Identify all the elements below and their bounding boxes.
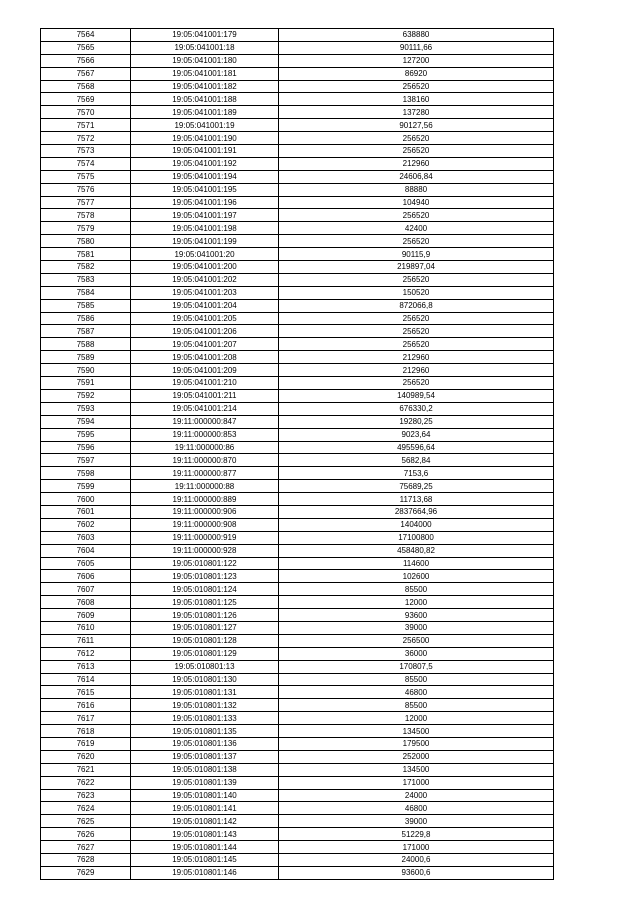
- cadastral-number-cell: 19:05:041001:18: [131, 41, 279, 54]
- row-number-cell: 7605: [41, 557, 131, 570]
- value-cell: 93600,6: [279, 866, 554, 879]
- row-number-cell: 7598: [41, 467, 131, 480]
- cadastral-number-cell: 19:05:010801:140: [131, 789, 279, 802]
- table-row: [41, 157, 554, 170]
- cadastral-number-cell: 19:05:010801:133: [131, 712, 279, 725]
- table-row: [41, 389, 554, 402]
- cadastral-number-cell: 19:11:000000:88: [131, 480, 279, 493]
- value-cell: 638880: [279, 29, 554, 42]
- cadastral-number-cell: 19:11:000000:889: [131, 493, 279, 506]
- row-number-cell: 7596: [41, 441, 131, 454]
- cadastral-number-cell: 19:05:041001:199: [131, 235, 279, 248]
- value-cell: 93600: [279, 609, 554, 622]
- value-cell: 138160: [279, 93, 554, 106]
- cadastral-number-cell: 19:05:041001:180: [131, 54, 279, 67]
- table-row: [41, 222, 554, 235]
- value-cell: 19280,25: [279, 415, 554, 428]
- cadastral-number-cell: 19:05:041001:203: [131, 286, 279, 299]
- cadastral-number-cell: 19:05:041001:209: [131, 364, 279, 377]
- row-number-cell: 7579: [41, 222, 131, 235]
- row-number-cell: 7566: [41, 54, 131, 67]
- table-row: [41, 467, 554, 480]
- cadastral-number-cell: 19:05:010801:132: [131, 699, 279, 712]
- table-row: [41, 712, 554, 725]
- cadastral-number-cell: 19:05:010801:143: [131, 828, 279, 841]
- row-number-cell: 7571: [41, 119, 131, 132]
- cadastral-number-cell: 19:05:010801:130: [131, 673, 279, 686]
- cadastral-number-cell: 19:05:041001:182: [131, 80, 279, 93]
- cadastral-number-cell: 19:05:010801:142: [131, 815, 279, 828]
- cadastral-number-cell: 19:05:041001:197: [131, 209, 279, 222]
- table-row: [41, 261, 554, 274]
- row-number-cell: 7587: [41, 325, 131, 338]
- cadastral-number-cell: 19:05:010801:125: [131, 596, 279, 609]
- row-number-cell: 7597: [41, 454, 131, 467]
- row-number-cell: 7589: [41, 351, 131, 364]
- cadastral-number-cell: 19:05:010801:128: [131, 634, 279, 647]
- value-cell: 88880: [279, 183, 554, 196]
- value-cell: 9023,64: [279, 428, 554, 441]
- table-row: [41, 660, 554, 673]
- row-number-cell: 7599: [41, 480, 131, 493]
- row-number-cell: 7615: [41, 686, 131, 699]
- value-cell: 85500: [279, 699, 554, 712]
- value-cell: 36000: [279, 647, 554, 660]
- value-cell: 212960: [279, 364, 554, 377]
- value-cell: 252000: [279, 750, 554, 763]
- cadastral-number-cell: 19:05:010801:139: [131, 776, 279, 789]
- table-row: [41, 145, 554, 158]
- row-number-cell: 7583: [41, 273, 131, 286]
- cadastral-number-cell: 19:05:010801:145: [131, 854, 279, 867]
- cadastral-number-cell: 19:05:041001:190: [131, 132, 279, 145]
- row-number-cell: 7577: [41, 196, 131, 209]
- row-number-cell: 7580: [41, 235, 131, 248]
- table-row: [41, 106, 554, 119]
- cadastral-number-cell: 19:05:041001:210: [131, 377, 279, 390]
- table-row: [41, 441, 554, 454]
- value-cell: 256520: [279, 145, 554, 158]
- cadastral-number-cell: 19:05:041001:192: [131, 157, 279, 170]
- value-cell: 256520: [279, 235, 554, 248]
- value-cell: 212960: [279, 351, 554, 364]
- table-row: [41, 841, 554, 854]
- value-cell: 171000: [279, 776, 554, 789]
- cadastral-number-cell: 19:05:041001:200: [131, 261, 279, 274]
- table-row: [41, 54, 554, 67]
- row-number-cell: 7614: [41, 673, 131, 686]
- row-number-cell: 7612: [41, 647, 131, 660]
- value-cell: 256520: [279, 338, 554, 351]
- cadastral-number-cell: 19:05:010801:136: [131, 737, 279, 750]
- table-row: [41, 634, 554, 647]
- value-cell: 24000,6: [279, 854, 554, 867]
- row-number-cell: 7609: [41, 609, 131, 622]
- cadastral-number-cell: 19:05:041001:181: [131, 67, 279, 80]
- value-cell: 39000: [279, 815, 554, 828]
- table-row: [41, 364, 554, 377]
- row-number-cell: 7604: [41, 544, 131, 557]
- table-row: [41, 518, 554, 531]
- table-row: [41, 750, 554, 763]
- cadastral-number-cell: 19:05:010801:144: [131, 841, 279, 854]
- cadastral-number-cell: 19:05:010801:13: [131, 660, 279, 673]
- value-cell: 134500: [279, 763, 554, 776]
- row-number-cell: 7600: [41, 493, 131, 506]
- value-cell: 256520: [279, 132, 554, 145]
- table-row: [41, 802, 554, 815]
- value-cell: 256520: [279, 209, 554, 222]
- table-row: [41, 415, 554, 428]
- table-row: [41, 29, 554, 42]
- row-number-cell: 7592: [41, 389, 131, 402]
- table-row: [41, 67, 554, 80]
- cadastral-number-cell: 19:05:010801:146: [131, 866, 279, 879]
- table-row: [41, 351, 554, 364]
- value-cell: 85500: [279, 583, 554, 596]
- cadastral-number-cell: 19:05:041001:202: [131, 273, 279, 286]
- table-row: [41, 93, 554, 106]
- cadastral-number-cell: 19:11:000000:928: [131, 544, 279, 557]
- table-row: [41, 673, 554, 686]
- value-cell: 134500: [279, 725, 554, 738]
- cadastral-number-cell: 19:05:010801:138: [131, 763, 279, 776]
- cadastral-number-cell: 19:05:041001:207: [131, 338, 279, 351]
- row-number-cell: 7623: [41, 789, 131, 802]
- row-number-cell: 7594: [41, 415, 131, 428]
- table-row: [41, 273, 554, 286]
- table-row: [41, 325, 554, 338]
- cadastral-number-cell: 19:05:010801:137: [131, 750, 279, 763]
- cadastral-number-cell: 19:05:041001:179: [131, 29, 279, 42]
- row-number-cell: 7620: [41, 750, 131, 763]
- table-row: [41, 299, 554, 312]
- row-number-cell: 7591: [41, 377, 131, 390]
- cadastral-number-cell: 19:05:041001:19: [131, 119, 279, 132]
- table-row: [41, 583, 554, 596]
- value-cell: 458480,82: [279, 544, 554, 557]
- table-row: [41, 235, 554, 248]
- row-number-cell: 7565: [41, 41, 131, 54]
- row-number-cell: 7619: [41, 737, 131, 750]
- cadastral-number-cell: 19:05:010801:126: [131, 609, 279, 622]
- row-number-cell: 7584: [41, 286, 131, 299]
- value-cell: 12000: [279, 712, 554, 725]
- table-row: [41, 170, 554, 183]
- table-row: [41, 737, 554, 750]
- value-cell: 676330,2: [279, 402, 554, 415]
- table-row: [41, 454, 554, 467]
- table-row: [41, 505, 554, 518]
- row-number-cell: 7595: [41, 428, 131, 441]
- value-cell: 212960: [279, 157, 554, 170]
- value-cell: 170807,5: [279, 660, 554, 673]
- row-number-cell: 7578: [41, 209, 131, 222]
- row-number-cell: 7626: [41, 828, 131, 841]
- row-number-cell: 7568: [41, 80, 131, 93]
- row-number-cell: 7613: [41, 660, 131, 673]
- table-row: [41, 557, 554, 570]
- table-row: [41, 402, 554, 415]
- row-number-cell: 7573: [41, 145, 131, 158]
- value-cell: 495596,64: [279, 441, 554, 454]
- value-cell: 24606,84: [279, 170, 554, 183]
- cadastral-number-cell: 19:05:010801:124: [131, 583, 279, 596]
- value-cell: 219897,04: [279, 261, 554, 274]
- row-number-cell: 7567: [41, 67, 131, 80]
- cadastral-number-cell: 19:11:000000:86: [131, 441, 279, 454]
- cadastral-number-cell: 19:11:000000:847: [131, 415, 279, 428]
- table-row: [41, 377, 554, 390]
- cadastral-number-cell: 19:05:041001:198: [131, 222, 279, 235]
- value-cell: 39000: [279, 621, 554, 634]
- row-number-cell: 7616: [41, 699, 131, 712]
- value-cell: 90115,9: [279, 248, 554, 261]
- row-number-cell: 7581: [41, 248, 131, 261]
- table-row: [41, 531, 554, 544]
- value-cell: 51229,8: [279, 828, 554, 841]
- row-number-cell: 7611: [41, 634, 131, 647]
- table-row: [41, 621, 554, 634]
- value-cell: 42400: [279, 222, 554, 235]
- table-row: [41, 699, 554, 712]
- value-cell: 872066,8: [279, 299, 554, 312]
- value-cell: 150520: [279, 286, 554, 299]
- table-row: [41, 196, 554, 209]
- table-row: [41, 119, 554, 132]
- row-number-cell: 7610: [41, 621, 131, 634]
- value-cell: 256520: [279, 273, 554, 286]
- table-row: [41, 854, 554, 867]
- cadastral-number-cell: 19:05:041001:204: [131, 299, 279, 312]
- row-number-cell: 7582: [41, 261, 131, 274]
- row-number-cell: 7608: [41, 596, 131, 609]
- value-cell: 46800: [279, 686, 554, 699]
- cadastral-number-cell: 19:05:041001:206: [131, 325, 279, 338]
- cadastral-number-cell: 19:11:000000:877: [131, 467, 279, 480]
- cadastral-number-cell: 19:05:041001:195: [131, 183, 279, 196]
- value-cell: 256500: [279, 634, 554, 647]
- value-cell: 7153,6: [279, 467, 554, 480]
- table-row: [41, 132, 554, 145]
- cadastral-number-cell: 19:05:041001:214: [131, 402, 279, 415]
- table-row: [41, 80, 554, 93]
- table-row: [41, 725, 554, 738]
- table-body: [41, 29, 554, 880]
- value-cell: 46800: [279, 802, 554, 815]
- row-number-cell: 7618: [41, 725, 131, 738]
- row-number-cell: 7624: [41, 802, 131, 815]
- value-cell: 86920: [279, 67, 554, 80]
- cadastral-number-cell: 19:11:000000:908: [131, 518, 279, 531]
- table-row: [41, 570, 554, 583]
- table-row: [41, 428, 554, 441]
- cadastral-number-cell: 19:05:010801:131: [131, 686, 279, 699]
- value-cell: 114600: [279, 557, 554, 570]
- row-number-cell: 7575: [41, 170, 131, 183]
- table-row: [41, 338, 554, 351]
- value-cell: 140989,54: [279, 389, 554, 402]
- value-cell: 11713,68: [279, 493, 554, 506]
- value-cell: 90111,66: [279, 41, 554, 54]
- row-number-cell: 7627: [41, 841, 131, 854]
- row-number-cell: 7572: [41, 132, 131, 145]
- row-number-cell: 7625: [41, 815, 131, 828]
- value-cell: 256520: [279, 325, 554, 338]
- row-number-cell: 7574: [41, 157, 131, 170]
- row-number-cell: 7585: [41, 299, 131, 312]
- cadastral-number-cell: 19:11:000000:853: [131, 428, 279, 441]
- row-number-cell: 7586: [41, 312, 131, 325]
- value-cell: 171000: [279, 841, 554, 854]
- row-number-cell: 7588: [41, 338, 131, 351]
- table-row: [41, 866, 554, 879]
- table-row: [41, 763, 554, 776]
- table-row: [41, 209, 554, 222]
- cadastral-number-cell: 19:05:041001:196: [131, 196, 279, 209]
- row-number-cell: 7570: [41, 106, 131, 119]
- cadastral-number-cell: 19:05:041001:194: [131, 170, 279, 183]
- cadastral-value-table: [40, 28, 554, 880]
- table-row: [41, 596, 554, 609]
- table-row: [41, 789, 554, 802]
- value-cell: 102600: [279, 570, 554, 583]
- cadastral-number-cell: 19:05:041001:205: [131, 312, 279, 325]
- cadastral-number-cell: 19:05:041001:189: [131, 106, 279, 119]
- row-number-cell: 7617: [41, 712, 131, 725]
- cadastral-number-cell: 19:05:041001:208: [131, 351, 279, 364]
- table-row: [41, 493, 554, 506]
- row-number-cell: 7621: [41, 763, 131, 776]
- value-cell: 1404000: [279, 518, 554, 531]
- value-cell: 75689,25: [279, 480, 554, 493]
- value-cell: 127200: [279, 54, 554, 67]
- row-number-cell: 7629: [41, 866, 131, 879]
- table-row: [41, 480, 554, 493]
- cadastral-number-cell: 19:05:010801:123: [131, 570, 279, 583]
- row-number-cell: 7569: [41, 93, 131, 106]
- table-row: [41, 312, 554, 325]
- row-number-cell: 7576: [41, 183, 131, 196]
- table-row: [41, 776, 554, 789]
- row-number-cell: 7593: [41, 402, 131, 415]
- table-row: [41, 828, 554, 841]
- value-cell: 90127,56: [279, 119, 554, 132]
- cadastral-number-cell: 19:05:010801:122: [131, 557, 279, 570]
- cadastral-number-cell: 19:05:010801:135: [131, 725, 279, 738]
- value-cell: 256520: [279, 312, 554, 325]
- cadastral-number-cell: 19:05:041001:188: [131, 93, 279, 106]
- table-row: [41, 686, 554, 699]
- table-row: [41, 609, 554, 622]
- cadastral-number-cell: 19:05:041001:20: [131, 248, 279, 261]
- value-cell: 17100800: [279, 531, 554, 544]
- value-cell: 5682,84: [279, 454, 554, 467]
- cadastral-number-cell: 19:05:041001:191: [131, 145, 279, 158]
- cadastral-number-cell: 19:05:010801:129: [131, 647, 279, 660]
- table-row: [41, 183, 554, 196]
- cadastral-number-cell: 19:05:010801:127: [131, 621, 279, 634]
- value-cell: 85500: [279, 673, 554, 686]
- row-number-cell: 7606: [41, 570, 131, 583]
- value-cell: 137280: [279, 106, 554, 119]
- cadastral-number-cell: 19:11:000000:919: [131, 531, 279, 544]
- row-number-cell: 7602: [41, 518, 131, 531]
- row-number-cell: 7628: [41, 854, 131, 867]
- value-cell: 256520: [279, 377, 554, 390]
- table-row: [41, 41, 554, 54]
- row-number-cell: 7603: [41, 531, 131, 544]
- row-number-cell: 7622: [41, 776, 131, 789]
- cadastral-number-cell: 19:11:000000:870: [131, 454, 279, 467]
- table-row: [41, 647, 554, 660]
- value-cell: 24000: [279, 789, 554, 802]
- table-row: [41, 815, 554, 828]
- cadastral-number-cell: 19:05:041001:211: [131, 389, 279, 402]
- value-cell: 2837664,96: [279, 505, 554, 518]
- value-cell: 256520: [279, 80, 554, 93]
- value-cell: 104940: [279, 196, 554, 209]
- table-row: [41, 248, 554, 261]
- cadastral-number-cell: 19:11:000000:906: [131, 505, 279, 518]
- row-number-cell: 7607: [41, 583, 131, 596]
- row-number-cell: 7590: [41, 364, 131, 377]
- row-number-cell: 7601: [41, 505, 131, 518]
- table-row: [41, 544, 554, 557]
- value-cell: 12000: [279, 596, 554, 609]
- cadastral-number-cell: 19:05:010801:141: [131, 802, 279, 815]
- value-cell: 179500: [279, 737, 554, 750]
- table-row: [41, 286, 554, 299]
- row-number-cell: 7564: [41, 29, 131, 42]
